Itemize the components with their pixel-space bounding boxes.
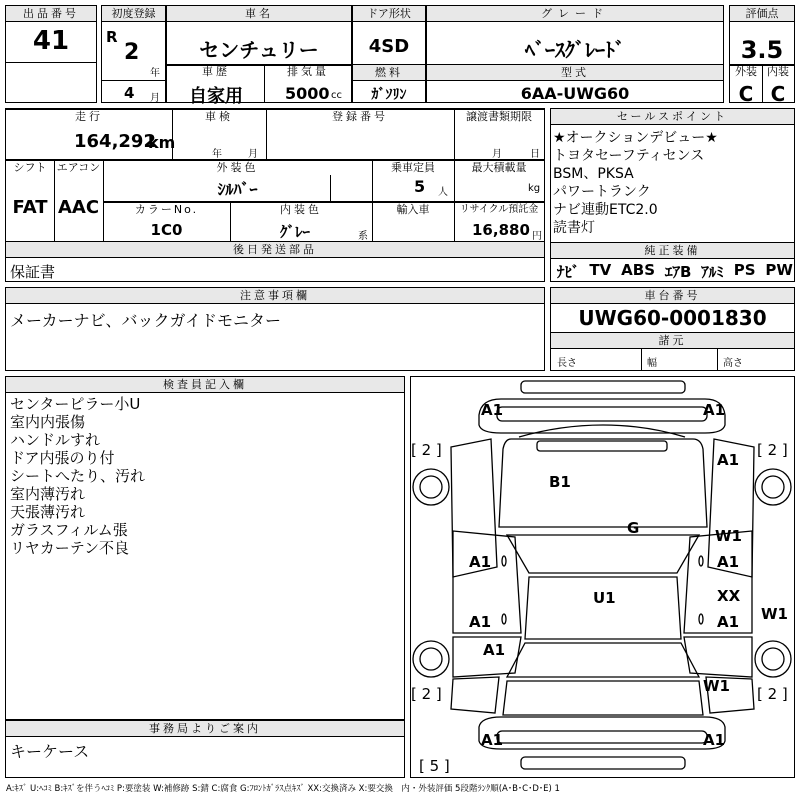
door-box <box>352 5 426 103</box>
ext-color-label: 外装色 <box>216 161 259 174</box>
fuel: ｶﾞｿﾘﾝ <box>371 87 407 103</box>
mileage: 164,292 <box>74 131 156 152</box>
score-label: 評価点 <box>730 6 794 22</box>
shift: FAT <box>12 197 48 218</box>
car-name-box <box>166 5 352 107</box>
spec-label: 諸元 <box>551 333 794 349</box>
equipment-item: PS <box>733 261 756 279</box>
history-label: 車歴 <box>202 65 230 78</box>
equipment-label: 純正装備 <box>551 243 794 259</box>
color-no: 1C0 <box>150 221 183 239</box>
model-label: 型式 <box>427 64 723 81</box>
first-registration-box <box>101 5 166 103</box>
fuel-label: 燃料 <box>353 64 425 81</box>
history: 自家用 <box>189 86 243 107</box>
exterior-label: 外装 <box>735 65 757 78</box>
later-parts-label: 後日発送部品 <box>6 242 544 258</box>
exterior-grade: C <box>738 82 754 106</box>
equipment-item: PW <box>765 261 793 279</box>
lot-number: 41 <box>32 26 70 56</box>
office-text: キーケース <box>10 742 90 761</box>
month-unit: 月 <box>150 93 160 104</box>
car-diagram <box>411 377 794 777</box>
office-box <box>5 720 405 778</box>
ac: AAC <box>57 197 100 218</box>
tire-count-rear-left: [ 2 ] <box>411 685 442 703</box>
damage-mark: A1 <box>703 401 726 419</box>
inspector-note-line: ハンドルすれ <box>10 431 101 449</box>
year-value: 2 <box>124 40 140 65</box>
damage-mark: W1 <box>715 527 742 545</box>
equipment-item: TV <box>589 261 612 279</box>
interior-grade: C <box>770 82 786 106</box>
transfer-day: 日 <box>530 149 540 160</box>
mileage-unit: km <box>148 133 176 152</box>
inspector-note-line: ガラスフィルム張 <box>10 521 128 539</box>
equipment-list <box>557 261 793 282</box>
transfer-label: 譲渡書類期限 <box>466 110 532 123</box>
damage-mark: A1 <box>717 451 740 469</box>
recycle: 16,880 <box>472 221 530 239</box>
notes-box <box>5 287 545 371</box>
sales-point-item: パワートランク <box>553 184 651 200</box>
inspection-month: 月 <box>248 149 258 160</box>
sales-point-item: ★オークションデビュー★ <box>553 130 718 146</box>
shift-label: シフト <box>13 161 47 174</box>
inspector-note-line: 室内薄汚れ <box>10 485 86 503</box>
damage-mark: A1 <box>481 731 504 749</box>
equipment-item: ｴｱB <box>664 263 692 281</box>
chassis-label: 車台番号 <box>551 288 794 304</box>
car-diagram-box <box>410 376 795 778</box>
int-color-unit: 系 <box>358 231 368 242</box>
displacement-label: 排気量 <box>287 65 329 78</box>
later-parts: 保証書 <box>10 263 56 281</box>
regno-label: 登録番号 <box>332 110 388 123</box>
displacement-unit: cc <box>331 90 342 101</box>
damage-mark: W1 <box>703 677 730 695</box>
era: R <box>106 28 118 46</box>
maxload-label: 最大積載量 <box>471 161 527 174</box>
spare-tire-count: [ 5 ] <box>419 757 450 775</box>
sales-points-box <box>550 108 795 282</box>
capacity-label: 乗車定員 <box>391 161 435 174</box>
damage-mark: XX <box>717 587 741 605</box>
damage-mark: W1 <box>761 605 788 623</box>
car-name: センチュリー <box>199 38 319 62</box>
inspector-box <box>5 376 405 720</box>
int-color: ｸﾞﾚｰ <box>279 223 310 241</box>
recycle-label: リサイクル預託金 <box>459 204 539 215</box>
door-label: ドア形状 <box>353 6 425 22</box>
inspector-note-line: センターピラー小U <box>10 395 141 413</box>
ac-label: エアコン <box>56 161 101 174</box>
score: 3.5 <box>740 36 784 64</box>
tire-count-rear-right: [ 2 ] <box>757 685 788 703</box>
inspection-year: 年 <box>212 149 222 160</box>
damage-mark: B1 <box>549 473 571 491</box>
legend: A:ｷｽﾞ U:ﾍｺﾐ B:ｷｽﾞを伴うﾍｺﾐ P:要塗装 W:補修跡 S:錆 C:腐食 G:ﾌﾛﾝﾄｶﾞﾗｽ点ｷｽﾞ XX:交換済み X:要交換 内・外装評価 5段階ﾗﾝｸ順(A･B･C･D･E) 1 <box>6 784 560 794</box>
car-name-label: 車名 <box>167 6 351 22</box>
inspector-note-line: 天張薄汚れ <box>10 503 86 521</box>
maxload-unit: kg <box>528 183 541 194</box>
inspector-note-line: ドア内張のり付 <box>10 449 115 467</box>
color-no-label: カラーNo. <box>134 203 199 216</box>
capacity: 5 <box>414 177 426 196</box>
inspector-note-line: リヤカーテン不良 <box>10 539 129 557</box>
inspector-note-line: 室内内張傷 <box>10 413 86 431</box>
sales-point-item: ナビ連動ETC2.0 <box>553 202 658 218</box>
damage-mark: A1 <box>481 401 504 419</box>
int-color-label: 内装色 <box>280 203 322 216</box>
notes-label: 注意事項欄 <box>6 288 544 304</box>
lot-label: 出品番号 <box>6 6 96 22</box>
sales-points-label: セールスポイント <box>551 109 794 125</box>
mileage-label: 走行 <box>75 110 103 123</box>
import-label: 輸入車 <box>396 203 430 216</box>
transfer-month: 月 <box>492 149 502 160</box>
chassis-number: UWG60-0001830 <box>578 306 767 330</box>
ext-color: ｼﾙﾊﾞｰ <box>217 180 258 199</box>
grade-label: グレード <box>427 6 723 22</box>
inspector-label: 検査員記入欄 <box>6 377 404 393</box>
width-label: 幅 <box>647 358 657 369</box>
recycle-unit: 円 <box>532 231 542 242</box>
damage-mark: A1 <box>469 553 492 571</box>
model: 6AA-UWG60 <box>520 84 630 103</box>
door-type: 4SD <box>368 36 410 57</box>
inspector-note-line: シートへたり、汚れ <box>10 467 146 485</box>
damage-mark: A1 <box>717 613 740 631</box>
damage-mark: A1 <box>703 731 726 749</box>
grade-box <box>426 5 724 103</box>
year-unit: 年 <box>150 68 160 79</box>
sales-point-item: BSM、PKSA <box>553 166 634 182</box>
first-reg-label: 初度登録 <box>102 6 165 22</box>
height-label: 高さ <box>723 358 743 369</box>
displacement: 5000 <box>285 84 330 103</box>
sales-point-item: トヨタセーフティセンス <box>553 148 705 164</box>
notes-text: メーカーナビ、バックガイドモニター <box>10 311 282 330</box>
equipment-item: ﾅﾋﾞ <box>557 263 580 281</box>
length-label: 長さ <box>557 358 577 369</box>
lot-box <box>5 5 97 103</box>
inspection-label: 車検 <box>205 110 233 123</box>
grade: ﾍﾞｰｽｸﾞﾚｰﾄﾞ <box>525 38 625 62</box>
damage-mark: G <box>627 519 640 537</box>
damage-mark: U1 <box>593 589 616 607</box>
interior-label: 内装 <box>767 65 789 78</box>
score-box <box>729 5 795 106</box>
equipment-item: ｱﾙﾐ <box>701 263 724 281</box>
sales-point-item: 読書灯 <box>553 220 595 236</box>
damage-mark: A1 <box>717 553 740 571</box>
vehicle-info-box <box>5 108 545 282</box>
chassis-box <box>550 287 795 371</box>
capacity-unit: 人 <box>438 187 448 198</box>
office-label: 事務局よりご案内 <box>6 721 404 737</box>
damage-mark: A1 <box>483 641 506 659</box>
tire-count-front-right: [ 2 ] <box>757 441 788 459</box>
damage-mark: A1 <box>469 613 492 631</box>
tire-count-front-left: [ 2 ] <box>411 441 442 459</box>
equipment-item: ABS <box>621 261 656 279</box>
month-value: 4 <box>124 84 135 102</box>
